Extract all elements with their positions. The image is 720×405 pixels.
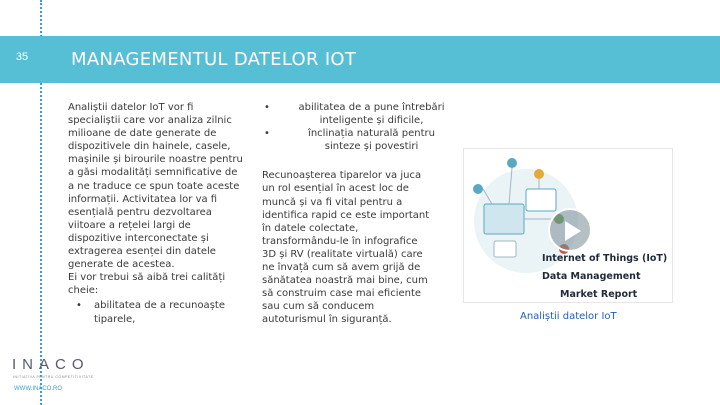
video-caption-line: Data Management	[542, 271, 641, 282]
bullet-text: înclinația naturală pentru sinteze și povestiri	[308, 128, 435, 153]
play-icon[interactable]	[548, 208, 592, 252]
intro-paragraph: Analiștii datelor IoT vor fi specialiștii care vor analiza zilnic milioane de date generate de dispozitivele din hainele, casele, mașinile și birourile noastre pentru a găsi modalități semnificative de a ne traduce ce spun toate aceste informații. Activitatea lor va fi esențială pentru dezvoltarea viitoare a rețelei largi de dispozitive interconectate și extragerea esenței din datele generate de acestea.	[68, 102, 243, 271]
video-caption-line: Internet of Things (IoT)	[542, 253, 668, 264]
slide-number: 35	[15, 51, 29, 63]
traits-intro: Ei vor trebui să aibă trei calități cheie:	[68, 272, 226, 297]
left-text-column	[68, 101, 243, 326]
slide-title: MANAGEMENTUL DATELOR IOT	[71, 49, 357, 70]
pattern-paragraph: Recunoașterea tiparelor va juca un rol esențial în acest loc de muncă și va fi vital pentru a identifica rapid ce este important în datele colectate, transformându-le în infografice 3D și RV (realitate virtuală) care ne învață cum să avem grijă de sănătatea noastră mai bine, cum să construim case mai eficiente sau cum să conducem autoturismul în siguranță.	[262, 170, 430, 326]
bullet-text: abilitatea de a pune întrebări inteligente și dificile,	[298, 102, 445, 127]
bullet-item	[262, 127, 462, 153]
bullet-marker: •	[264, 102, 270, 113]
bullet-marker: •	[264, 128, 270, 140]
bullet-item	[262, 101, 462, 127]
inaco-logo: INACO	[12, 356, 90, 373]
bullet-item	[68, 299, 243, 325]
footer-url: WWW.INACO.RO	[14, 386, 62, 392]
video-link[interactable]: Analiștii datelor IoT	[520, 311, 617, 322]
bullet-text: abilitatea de a recunoaște tiparele,	[94, 300, 225, 325]
logo-tagline: INITIATIVA PENTRU COMPETITIVITATE	[13, 375, 94, 379]
video-caption-line: Market Report	[560, 289, 638, 300]
bullet-marker: •	[76, 300, 82, 312]
bullet-list	[262, 101, 462, 153]
right-text-column	[262, 101, 462, 327]
